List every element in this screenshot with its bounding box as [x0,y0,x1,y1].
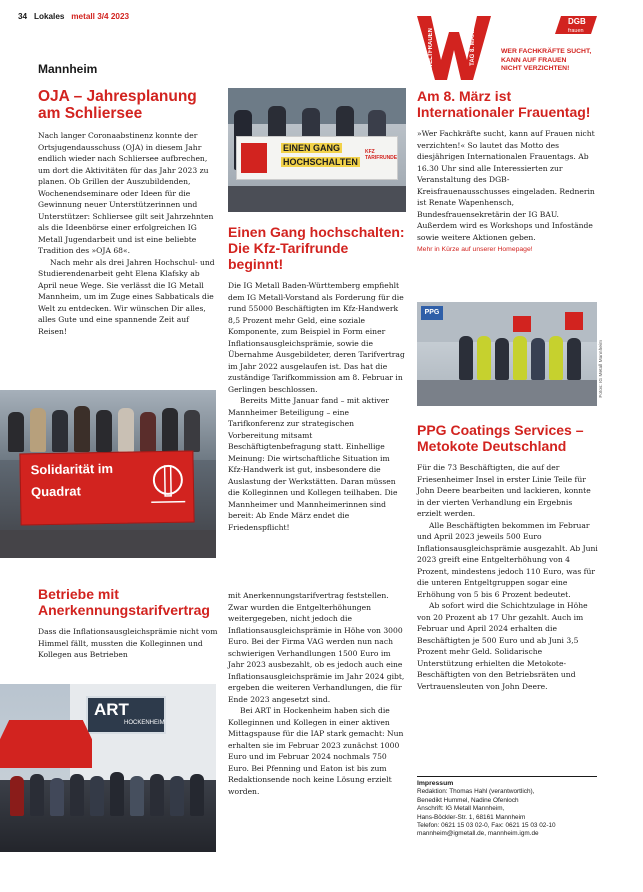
article-frauentag-body [417,128,599,243]
article-ppg-paragraph-3: Ab sofort wird die Schichtzulage in Höhe von 20 Prozent ab 17 Uhr gezahlt. Auch im Februar und April 2024 erhalten die Beschäftigten je 500 Euro und ab Juni 3,5 Prozent mehr Geld. Solidarische Unterstützung erhielten die Metokote-Beschäftigten von den Betriebsräten und Vertrauensleuten von John Deere. [417,601,588,691]
page-folio [18,12,129,21]
photo-kfz-banner [228,88,406,212]
article-betriebe-title: Betriebe mit Anerkennungstarifvertrag [38,586,210,618]
article-betriebe-continued-body [228,590,406,797]
photo-art-hockenheim [0,684,216,852]
banner-text-line1: Solidarität im [30,460,114,478]
article-betriebe-body [38,626,218,661]
dgb-logo: DGB frauen [568,17,586,34]
kfz-banner-line1: EINEN GANG [283,143,341,153]
photo-credit: Fotos: IG Metall Mannheim [599,340,604,398]
impressum [417,776,597,839]
kfz-banner-small: KFZ TARIFRUNDE [365,149,398,161]
article-frauentag-paragraph-1: »Wer Fachkräfte sucht, kann auf Frauen nicht verzichten!« So lautet das Motto des diesjährigen Internationalen Frauentags. Ab 16.30 Uhr sind alle Interessierten zur Veranstaltung des DGB-Kreisfrauenausschusses eingeladen. Rednerin ist Renate Wapenhensch, Bundesfrauensekretärin der IG BAU. Außerdem wird es Workshops und Infostände sowie weitere Aktionen geben. [417,129,595,242]
article-kfz-title: Einen Gang hochschalten: Die Kfz-Tarifrunde beginnt! [228,224,405,272]
article-oja-title: OJA – Jahresplanung am Schliersee [38,88,197,122]
article-betriebe-continued-paragraph-1: mit Anerkennungstarifvertrag feststellen. Zwar wurden die Entgelterhöhungen weitergegeben, nicht jedoch die Inflationsausgleichsprämie in Höhe von 3000 Euro. Bei der Firma VAG werden nun nach schwierigen Verhandlungen 1500 Euro im Jahr 2023 ausbezahlt, ob es jedoch auch eine Inflationsausgleichsprämie im Jahr 2024 gibt, ergeben die weiteren Verhandlungen, die für Ende 2023 angesetzt sind. [228,591,405,704]
impressum-title: Impressum [417,780,454,787]
impressum-line: Benedikt Hummel, Nadine Ofenloch [417,796,519,804]
article-oja [38,88,216,337]
article-ppg-paragraph-1: Für die 73 Beschäftigten, die auf der Friesenheimer Insel in erster Linie Teile für John Deere bearbeiten und lackieren, konnte in der vierten Verhandlung ein Ergebnis erzielt werden. [417,463,591,518]
article-oja-body [38,130,216,337]
article-oja-paragraph-2: Nach mehr als drei Jahren Hochschul- und Studierendenarbeit geht Elena Klafsky ab April neue Wege. Sie verlässt die IG Metall Mannheim, um im Zuge eines Sabbaticals die Welt zu entdecken. Wir wünschen Dir alles, alles Gute und eine spannende Zeit auf Reisen! [38,257,215,336]
article-frauentag [417,88,599,253]
logo-vertical-right: TAG 8. MÄRZ [470,28,476,66]
impressum-line: Anschrift: IG Metall Mannheim, [417,805,505,813]
impressum-line: Hans-Böckler-Str. 1, 68161 Mannheim [417,813,526,821]
banner-skyline-icon [149,462,188,513]
homepage-link[interactable]: Mehr in Kürze auf unserer Homepage! [417,246,533,253]
photo-banner [19,450,194,525]
article-betriebe-continued [228,590,406,797]
article-ppg [417,422,599,692]
impressum-body [417,780,597,839]
page-number: 34 [18,12,28,21]
article-betriebe-paragraph-1: Dass die Inflationsausgleichsprämie nicht vom Himmel fällt, mussten die Kolleginnen und Kollegen aus Betrieben [38,627,218,659]
article-oja-paragraph-1: Nach langer Coronaabstinenz konnte der Ortsjugendausschuss (OJA) in diesem Jahr endlich wieder nach Schliersee aufbrechen, um dort die Aktivitäten für das Jahr 2023 zu planen. Ob Grillen der Auszubildenden, Wochenendseminare oder Ideen für die Gewinnung neuer Unterstützerinnen und Unterstützer: Schliersee gilt seit Jahrzehnten als die Ideenbörse einer erfolgreichen IG Metall Jugendarbeit und ist eine beliebte Tradition des »OJA 68«. [38,131,214,255]
logo-vertical-left: WELTFRAUEN [428,28,434,70]
logo-slogan: WER FACHKRÄFTE SUCHT, KANN AUF FRAUEN NICHT VERZICHTEN! [501,48,592,72]
impressum-contact-links[interactable]: mannheim@igmetall.de, mannheim.igm.de [417,830,539,838]
article-ppg-paragraph-2: Alle Beschäftigten bekommen im Februar und April 2023 jeweils 500 Euro Inflationsausgleichsprämie ausgezahlt. Ab Juni 2023 greift eine Entgelterhöhung von 4 Prozent, mindestens jedoch 110 Euro, was für die unteren Entgeltgruppen sogar eine Erhöhung von 5 bis 6 Prozent bedeutet. [417,520,598,599]
article-frauentag-title: Am 8. März ist Internationaler Frauentag! [417,88,591,120]
kfz-banner [236,136,398,180]
ppg-logo: PPG [421,306,443,320]
article-kfz-paragraph-2: Bereits Mitte Januar fand – mit aktiver Mannheimer Beteiligung – eine Tarifkonferenz zur strategischen Vorbereitung mitsamt Beschäftigtenbefragung statt. Einhellige Meinung: Die wirtschaftliche Situation im Kfz-Handwerk ist gut, insbesondere die Auslastung der Werkstätten. Daran müssen die Kolleginnen und Kollegen teilhaben. Die Mannheimer und Mannheimerinnen sind bereit: Ab Ende März endet die Friedenspflicht! [228,396,398,532]
article-kfz-paragraph-1: Die IG Metall Baden-Württemberg empfiehlt dem IG Metall-Vorstand als Forderung für die rund 55000 Beschäftigten im Kfz-Handwerk 8,5 Prozent mehr Geld, eine soziale Komponente, zum Beispiel in Form einer Inflationsausgleichsprämie, sowie die Übernahme Ausgebildeter, deren Tarifvertrag im Jahr 2022 ausgelaufen ist. Das hat die zuständige Tarifkommission am 8. Februar in Gerlingen beschlossen. [228,281,405,394]
kfz-banner-line2: HOCHSCHALTEN [283,157,358,167]
banner-text-line2: Quadrat [30,483,82,500]
article-ppg-title: PPG Coatings Services – Metokote Deutschland [417,422,584,454]
article-kfz-body [228,280,406,533]
impressum-line: Redaktion: Thomas Hahl (verantwortlich), [417,788,535,796]
photo-ppg [417,302,597,406]
art-sign-subtext: HOCKENHEIM [124,720,165,726]
article-ppg-body [417,462,599,692]
art-sign [86,696,166,734]
impressum-line: Telefon: 0621 15 03 02-0, Fax: 0621 15 03 02-10 [417,822,556,830]
city-heading: Mannheim [38,62,98,76]
issue-label: metall 3/4 2023 [71,12,130,21]
ig-metall-logo-icon [241,143,267,173]
art-sign-text: ART [94,700,129,719]
red-tent [0,720,92,768]
weltfrauentag-logo [415,14,601,82]
article-kfz [228,224,406,533]
photo-youth-group [0,390,216,558]
article-betriebe [38,586,218,661]
article-betriebe-continued-paragraph-2: Bei ART in Hockenheim haben sich die Kolleginnen und Kollegen in einer aktiven Mittagspause für die IAP stark gemacht: Nun erhalten sie im Februar 2023 zunächst 1000 Euro und im Februar 2024 nochmals 750 Euro. Bei Pfenning und Eaton ist bis zum Redaktionsende noch keine Lösung erzielt worden. [228,706,404,796]
section-name: Lokales [33,12,65,21]
